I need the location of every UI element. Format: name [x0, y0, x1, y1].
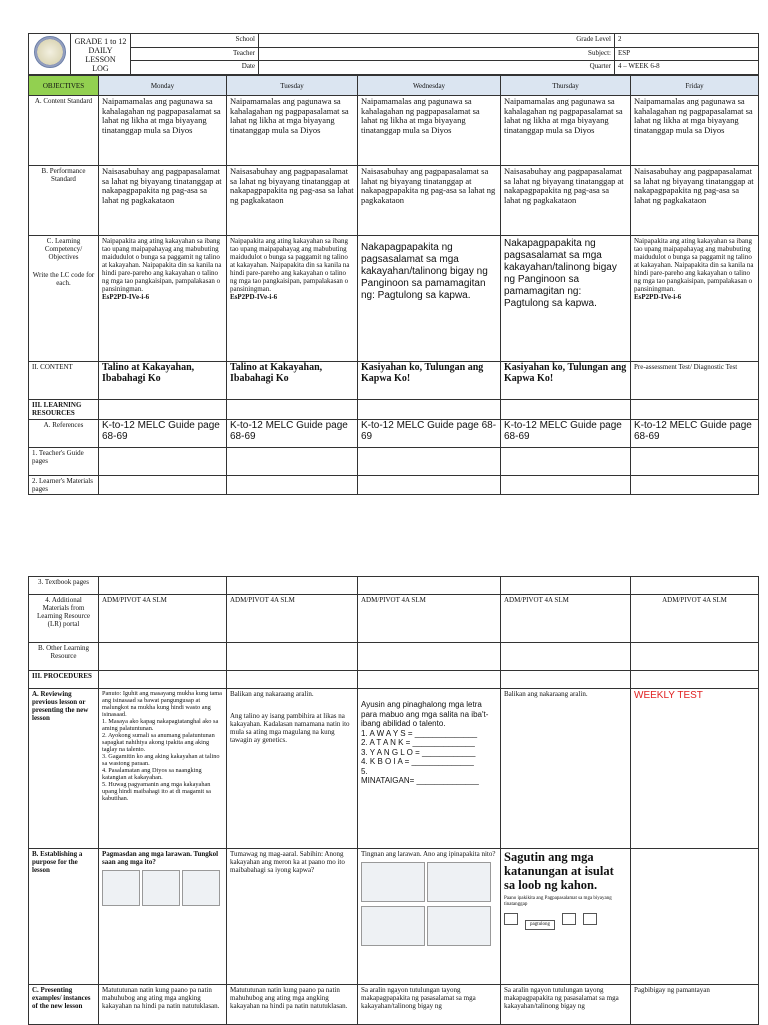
- reviewing-label: A. Reviewing previous lesson or presenting the new lesson: [29, 689, 99, 849]
- answer-box-1[interactable]: [504, 913, 518, 925]
- scrambled-word-5: 5.: [361, 766, 368, 776]
- performance-standard-friday: Naisasabuhay ang pagpapasalamat sa lahat ng biyayang tinatanggap at nakapagpapakita ng pag-asa sa lahat ng pagkakataon: [631, 166, 759, 236]
- competency-thursday: [501, 236, 631, 362]
- other-resource-label: B. Other Learning Resource: [29, 643, 99, 671]
- references-friday: K-to-12 MELC Guide page 68-69: [631, 420, 759, 448]
- competency-friday: [631, 236, 759, 362]
- content-standard-label: A. Content Standard: [29, 96, 99, 166]
- helping-pictures-grid: [361, 862, 497, 946]
- competency-wednesday: [358, 236, 501, 362]
- competency-monday: [99, 236, 227, 362]
- objectives-header: OBJECTIVES: [29, 76, 99, 96]
- child-singing-image: [142, 870, 180, 906]
- day-header-friday: Friday: [631, 76, 759, 96]
- day-header-monday: Monday: [99, 76, 227, 96]
- day-header-thursday: Thursday: [501, 76, 631, 96]
- title-line-2: DAILY LESSON: [85, 46, 116, 64]
- presenting-friday: Pagbibigay ng pamantayan: [631, 985, 759, 1025]
- helping-image-4: [427, 906, 491, 946]
- answer-boxes: [504, 912, 627, 930]
- content-tuesday: Talino at Kakayahan, Ibabahagi Ko: [227, 362, 358, 400]
- grade-level-label: Grade Level: [259, 34, 615, 48]
- references-wednesday: K-to-12 MELC Guide page 68-69: [358, 420, 501, 448]
- child-painting-image: [102, 870, 140, 906]
- helping-image-2: [427, 862, 491, 902]
- answer-box-3[interactable]: [583, 913, 597, 925]
- performance-standard-tuesday: Naisasabuhay ang pagpapasalamat sa lahat ng biyayang tinatanggap at nakapagpapakita ng pag-asa sa lahat ng pagkakataon: [227, 166, 358, 236]
- procedures-label: III. PROCEDURES: [29, 671, 99, 689]
- title-line-3: LOG: [92, 64, 109, 73]
- teachers-guide-label: 1. Teacher's Guide pages: [29, 448, 99, 476]
- additional-materials-friday: ADM/PIVOT 4A SLM: [631, 595, 759, 643]
- answer-box-center: pagtulong: [525, 920, 555, 930]
- title-line-1: GRADE 1 to 12: [74, 37, 127, 46]
- additional-materials-label: 4. Additional Materials from Learning Resource (LR) portal: [29, 595, 99, 643]
- references-tuesday: K-to-12 MELC Guide page 68-69: [227, 420, 358, 448]
- competency-wednesday-text: Nakapagpapakita ng pagsasalamat sa mga kakayahan/talinong bigay ng Panginoon sa pamamagitan ng: Pagtulong sa kapwa.: [361, 242, 488, 301]
- performance-standard-wednesday: Naisasabuhay ang pagpapasalamat sa lahat ng biyayang tinatanggap at nakapagpapakita ng pag-asa sa lahat ng pagkakataon: [358, 166, 501, 236]
- establishing-tuesday: Tumawag ng mag-aaral. Sabihin: Anong kakayahan ang meron ka at paano mo ito maibabahagi sa iyong kapwa?: [227, 849, 358, 985]
- competency-monday-code: EsP2PD-IVe-i-6: [102, 293, 150, 301]
- additional-materials-monday: ADM/PIVOT 4A SLM: [99, 595, 227, 643]
- establishing-label: B. Establishing a purpose for the lesson: [29, 849, 99, 985]
- reviewing-monday: Panuto: Iguhit ang masayang mukha kung tama ang isinasaad sa bawat pangungusap at malungkot na mukha kung hindi wasto ang isinasaad. 1. Masaya ako kapag nakapagtatanghal ako sa aming palatuntunan. 2. Ayokong sumali sa anumang palatuntunan sapagkat nahihiya akong ipakita ang aking taglay na talento. 3. Gagamitin ko ang aking kakayahan at talino sa wastong paraan. 4. Pasalamatan ang Diyos sa naangking katangian at kakayahan. 5. Huwag pagyamanin ang mga kakayahan upang hindi maibahagi ito at di magamit sa kabutihan.: [99, 689, 227, 849]
- reviewing-tuesday-body: Ang talino ay isang pambihira at likas na kakayahan. Kadalasan namamana natin ito mula sa ating mga magulang na kung tawagin ay genetics.: [230, 712, 350, 744]
- dll-title: [71, 34, 131, 75]
- presenting-monday: Matututunan natin kung paano pa natin mahuhubog ang ating mga angking kakayahan na hindi pa natin natutuklasan.: [99, 985, 227, 1025]
- presenting-thursday: Sa aralin ngayon tutulungan tayong makapagpapakita ng pasasalamat sa mga kakayahan/talinong bigay ng: [501, 985, 631, 1025]
- competency-thursday-text: Nakapagpapakita ng pagsasalamat sa mga kakayahan/talinong bigay ng Panginoon sa pamamagitan ng: Pagtulong sa kapwa.: [504, 238, 617, 309]
- reviewing-thursday: Balikan ang nakaraang aralin.: [501, 689, 631, 849]
- reviewing-wednesday: [358, 689, 501, 849]
- presenting-tuesday: Matututunan natin kung paano pa natin mahuhubog ang ating mga angking kakayahan na hindi pa natin natutuklasan.: [227, 985, 358, 1025]
- teacher-label: Teacher: [131, 47, 259, 61]
- references-label: A. References: [29, 420, 99, 448]
- content-friday: Pre-assessment Test/ Diagnostic Test: [631, 362, 759, 400]
- day-header-wednesday: Wednesday: [358, 76, 501, 96]
- main-table-part-1: [28, 75, 759, 495]
- presenting-wednesday: Sa aralin ngayon tutulungan tayong makapagpapakita ng pasasalamat sa mga kakayahan/talinong bigay ng: [358, 985, 501, 1025]
- quarter-label: Quarter: [259, 61, 615, 75]
- competency-tuesday: [227, 236, 358, 362]
- helping-image-1: [361, 862, 425, 902]
- content-label: II. CONTENT: [29, 362, 99, 400]
- answer-box-2[interactable]: [562, 913, 576, 925]
- performance-standard-label: B. Performance Standard: [29, 166, 99, 236]
- performance-standard-thursday: Naisasabuhay ang pagpapasalamat sa lahat ng biyayang tinatanggap at nakapagpapakita ng pag-asa sa lahat ng pagkakataon: [501, 166, 631, 236]
- establishing-wednesday-text: Tingnan ang larawan. Ano ang ipinapakita nito?: [361, 850, 496, 858]
- references-monday: K-to-12 MELC Guide page 68-69: [99, 420, 227, 448]
- reviewing-tuesday-intro: Balikan ang nakaraang aralin.: [230, 690, 314, 698]
- lesson-log-part-2: [28, 576, 758, 1025]
- weekly-test-label: WEEKLY TEST: [631, 689, 759, 849]
- references-thursday: K-to-12 MELC Guide page 68-69: [501, 420, 631, 448]
- main-table-part-2: [28, 576, 759, 1025]
- learning-competency-label: C. Learning Competency/ Objectives: [44, 237, 83, 261]
- quarter-value: 4 – WEEK 6-8: [615, 61, 759, 75]
- content-standard-wednesday: Naipamamalas ang pagunawa sa kahalagahan ng pagpapasalamat sa lahat ng likha at mga biyayang tinatanggap mula sa Diyos: [358, 96, 501, 166]
- content-standard-tuesday: Naipamamalas ang pagunawa sa kahalagahan ng pagpapasalamat sa lahat ng likha at mga biyayang tinatanggap mula sa Diyos: [227, 96, 358, 166]
- content-standard-thursday: Naipamamalas ang pagunawa sa kahalagahan ng pagpapasalamat sa lahat ng likha at mga biyayang tinatanggap mula sa Diyos: [501, 96, 631, 166]
- presenting-label: C. Presenting examples/ instances of the new lesson: [29, 985, 99, 1025]
- deped-seal-cell: [29, 34, 71, 75]
- establishing-thursday-hint: Paano ipakikita ang Pagpapasalamat sa mga biyayang tinatanggap: [504, 896, 612, 907]
- learners-materials-label: 2. Learner's Materials pages: [29, 476, 99, 495]
- competency-tuesday-text: Naipapakita ang ating kakayahan sa ibang tao upang maipapahayag ang mabubuting maidudulot o bunga sa paggamit ng talino at kakayahan. Naipapakita din sa kanila na hindi pare-pareho ang kakayahan o talino ng mga tao pangkaisipan, pampalakasan o pansiningman.: [230, 237, 350, 293]
- content-standard-monday: Naipamamalas ang pagunawa sa kahalagahan ng pagpapasalamat sa lahat ng likha at mga biyayang tinatanggap mula sa Diyos: [99, 96, 227, 166]
- date-label: Date: [131, 61, 259, 75]
- establishing-thursday: [501, 849, 631, 985]
- content-thursday: Kasiyahan ko, Tulungan ang Kapwa Ko!: [501, 362, 631, 400]
- additional-materials-wednesday: ADM/PIVOT 4A SLM: [358, 595, 501, 643]
- competency-tuesday-code: EsP2PD-IVe-i-6: [230, 293, 278, 301]
- scrambled-word-5-answer: MINATAIGAN= ______________: [361, 776, 479, 785]
- grade-level-value: 2: [615, 34, 759, 48]
- deped-seal-logo: [34, 36, 66, 68]
- competency-friday-text: Naipapakita ang ating kakayahan sa ibang tao upang maipapahayag ang mabubuting maidudulot o bunga sa paggamit ng talino at kakayahan. Naipapakita din sa kanila na hindi pare-pareho ang kakayahan o talino ng mga tao pangkaisipan, pampalakasan o pansiningman.: [634, 237, 754, 293]
- establishing-monday: [99, 849, 227, 985]
- scrambled-word-2: 2. A T A N K = ______________: [361, 738, 475, 747]
- subject-value: ESP: [615, 47, 759, 61]
- reviewing-wednesday-intro: Ayusin ang pinaghalong mga letra para mabuo ang mga salita na iba't- ibang abilidad o talento.: [361, 700, 489, 728]
- establishing-monday-text: Pagmasdan ang mga larawan. Tungkol saan ang mga ito?: [102, 850, 219, 866]
- learning-resources-label: III. LEARNING RESOURCES: [29, 400, 99, 420]
- lesson-log-part-1: [28, 33, 758, 495]
- competency-monday-text: Naipapakita ang ating kakayahan sa ibang tao upang maipapahayag ang mabubuting maidudulot o bunga sa paggamit ng talino at kakayahan. Naipapakita din sa kanila na hindi pare-pareho ang kakayahan o talino ng mga tao pangkaisipan, pampalakasan o pansiningman.: [102, 237, 222, 293]
- scrambled-word-4: 4. K B O I A = ______________: [361, 757, 474, 766]
- header-table: [28, 33, 759, 75]
- additional-materials-tuesday: ADM/PIVOT 4A SLM: [227, 595, 358, 643]
- lesson-pictures-row: [102, 870, 223, 906]
- helping-image-3: [361, 906, 425, 946]
- textbook-label: 3. Textbook pages: [29, 577, 99, 595]
- establishing-wednesday: [358, 849, 501, 985]
- day-header-tuesday: Tuesday: [227, 76, 358, 96]
- content-monday: Talino at Kakayahan, Ibabahagi Ko: [99, 362, 227, 400]
- learning-competency-note: Write the LC code for each.: [32, 271, 95, 287]
- performance-standard-monday: Naisasabuhay ang pagpapasalamat sa lahat ng biyayang tinatanggap at nakapagpapakita ng pag-asa sa lahat ng pagkakataon: [99, 166, 227, 236]
- scrambled-word-3: 3. Y A N G L O = ____________: [361, 747, 476, 757]
- additional-materials-thursday: ADM/PIVOT 4A SLM: [501, 595, 631, 643]
- scrambled-word-1: 1. A W A Y S = ______________: [361, 728, 478, 738]
- learning-competency-label-cell: [29, 236, 99, 362]
- competency-friday-code: EsP2PD-IVe-i-6: [634, 293, 682, 301]
- subject-label: Subject:: [259, 47, 615, 61]
- reviewing-tuesday: [227, 689, 358, 849]
- content-standard-friday: Naipamamalas ang pagunawa sa kahalagahan ng pagpapasalamat sa lahat ng likha at mga biyayang tinatanggap mula sa Diyos: [631, 96, 759, 166]
- school-label: School: [131, 34, 259, 48]
- content-wednesday: Kasiyahan ko, Tulungan ang Kapwa Ko!: [358, 362, 501, 400]
- child-dancing-image: [182, 870, 220, 906]
- establishing-thursday-question: Sagutin ang mga katanungan at isulat sa loob ng kahon.: [504, 850, 614, 892]
